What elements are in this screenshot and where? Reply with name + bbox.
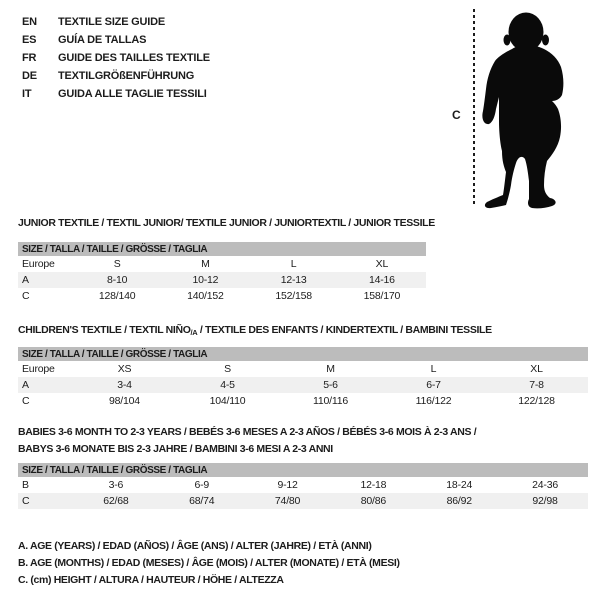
age-cell: 24-36	[532, 479, 558, 491]
age-cell: 6-7	[426, 379, 441, 391]
height-cell: 62/68	[103, 495, 129, 507]
row-label: Europe	[22, 258, 55, 270]
children-title-subscript: /A	[190, 328, 198, 337]
language-code: DE	[22, 70, 37, 82]
height-measure-label: C	[452, 108, 461, 122]
table-row-europe	[18, 361, 588, 377]
row-label: C	[22, 495, 30, 507]
age-cell: 6-9	[194, 479, 210, 491]
children-size-table	[18, 347, 588, 409]
height-cell: 128/140	[98, 290, 136, 302]
language-label: GUIDA ALLE TAGLIE TESSILI	[58, 88, 207, 100]
babies-size-table	[18, 463, 588, 509]
babies-title-line2: BABYS 3-6 MONATE BIS 2-3 JAHRE / BAMBINI 3-6 MESI A 2-3 ANNI	[18, 442, 333, 455]
footnote-b: B. AGE (MONTHS) / EDAD (MESES) / ÂGE (MOIS) / ALTER (MONATE) / ETÀ (MESI)	[18, 556, 400, 569]
height-cell: 158/170	[363, 290, 401, 302]
size-header-band: SIZE / TALLA / TAILLE / GRÖSSE / TAGLIA	[18, 347, 588, 361]
size-header-band: SIZE / TALLA / TAILLE / GRÖSSE / TAGLIA	[18, 463, 588, 477]
age-cell: 4-5	[220, 379, 235, 391]
junior-size-table	[18, 242, 426, 304]
size-cell: S	[113, 258, 121, 270]
table-row-height	[18, 393, 588, 409]
language-label: GUÍA DE TALLAS	[58, 34, 147, 46]
height-cell: 152/158	[275, 290, 312, 302]
babies-title-line1: BABIES 3-6 MONTH TO 2-3 YEARS / BEBÉS 3-6 MESES A 2-3 AÑOS / BÉBÉS 3-6 MOIS À 2-3 ANS /	[18, 426, 477, 438]
row-label: A	[22, 274, 29, 286]
toddler-left-ear	[504, 35, 511, 46]
height-cell: 74/80	[274, 495, 301, 507]
height-cell: 116/122	[415, 395, 452, 407]
table-row-age	[18, 377, 588, 393]
age-cell: 10-12	[192, 274, 219, 286]
height-cell: 80/86	[360, 495, 387, 507]
height-cell: 86/92	[446, 495, 472, 507]
children-title-post: / TEXTILE DES ENFANTS / KINDERTEXTIL / BAMBINI TESSILE	[197, 324, 492, 336]
language-code: ES	[22, 34, 37, 46]
footnote-a: A. AGE (YEARS) / EDAD (AÑOS) / ÂGE (ANS) / ALTER (JAHRE) / ETÀ (ANNI)	[18, 539, 372, 552]
age-cell: 3-4	[117, 379, 132, 391]
height-cell: 68/74	[189, 495, 215, 507]
age-cell: 9-12	[277, 479, 298, 491]
height-cell: 110/116	[313, 395, 348, 407]
language-header	[22, 13, 210, 103]
height-cell: 92/98	[532, 495, 558, 507]
row-label: C	[22, 290, 30, 302]
language-code: FR	[22, 52, 37, 64]
row-label: B	[22, 479, 29, 491]
row-label: C	[22, 395, 30, 407]
age-cell: 12-13	[280, 274, 307, 286]
size-cell: S	[224, 363, 231, 375]
toddler-body	[482, 45, 563, 208]
size-cell: L	[430, 363, 437, 375]
size-cell: XL	[375, 258, 389, 270]
children-title-pre: CHILDREN'S TEXTILE / TEXTIL NIÑO	[18, 324, 191, 336]
size-cell: XL	[530, 363, 543, 375]
language-label: GUIDE DES TAILLES TEXTILE	[58, 52, 210, 64]
age-cell: 3-6	[108, 479, 124, 491]
footnote-c: C. (cm) HEIGHT / ALTURA / HAUTEUR / HÖHE / ALTEZZA	[18, 573, 284, 586]
toddler-silhouette-image	[482, 9, 570, 209]
age-cell: 14-16	[368, 274, 395, 286]
size-cell: L	[290, 258, 297, 270]
junior-section-title: JUNIOR TEXTILE / TEXTIL JUNIOR/ TEXTILE JUNIOR / JUNIORTEXTIL / JUNIOR TESSILE	[18, 217, 435, 229]
table-row-height	[18, 288, 426, 304]
language-row-fr	[22, 49, 210, 67]
age-cell: 7-8	[529, 379, 544, 391]
babies-section-title	[18, 424, 476, 457]
height-cell: 122/128	[518, 395, 555, 407]
language-code: EN	[22, 16, 37, 28]
height-cell: 104/110	[209, 395, 246, 407]
row-label: Europe	[22, 363, 55, 375]
table-row-age	[18, 272, 426, 288]
height-measure-dashed-line	[473, 9, 475, 207]
size-cell: M	[326, 363, 335, 375]
size-cell: XS	[117, 363, 132, 375]
table-row-europe	[18, 256, 426, 272]
toddler-right-ear	[542, 35, 549, 46]
age-cell: 12-18	[360, 479, 387, 491]
language-code: IT	[22, 88, 32, 100]
age-cell: 18-24	[446, 479, 473, 491]
age-cell: 8-10	[107, 274, 128, 286]
table-row-height	[18, 493, 588, 509]
size-header-band: SIZE / TALLA / TAILLE / GRÖSSE / TAGLIA	[18, 242, 426, 256]
row-label: A	[22, 379, 29, 391]
language-label: TEXTILGRÖßENFÜHRUNG	[58, 70, 195, 82]
language-row-de	[22, 67, 210, 85]
height-cell: 140/152	[187, 290, 224, 302]
children-section-title	[18, 324, 492, 337]
footnotes	[18, 537, 400, 588]
table-row-age-months	[18, 477, 588, 493]
height-cell: 98/104	[109, 395, 140, 407]
language-label: TEXTILE SIZE GUIDE	[58, 16, 166, 28]
age-cell: 5-6	[323, 379, 338, 391]
language-row-en	[22, 13, 210, 31]
language-row-it	[22, 85, 210, 103]
size-cell: M	[201, 258, 210, 270]
language-row-es	[22, 31, 210, 49]
